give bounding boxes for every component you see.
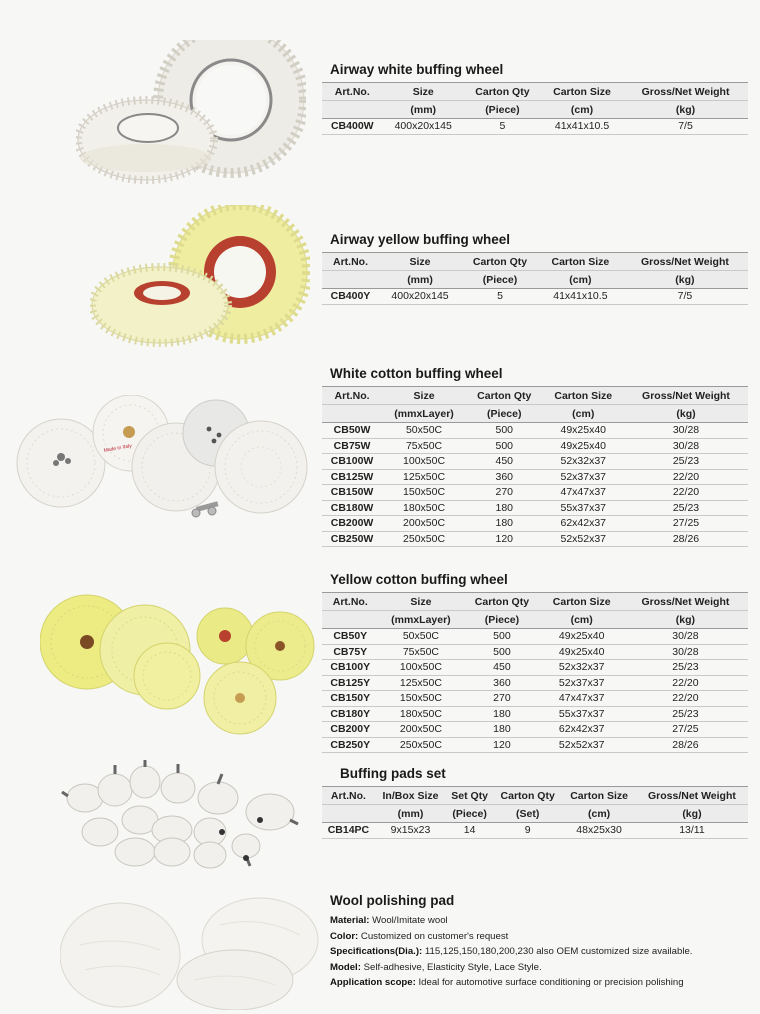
section-title: Wool polishing pad (330, 893, 455, 908)
column-header: Size (379, 253, 461, 271)
table-cell: 22/20 (624, 469, 748, 485)
table-cell: 500 (463, 629, 540, 645)
wool-spec-value: Customized on customer's request (358, 930, 509, 942)
column-header: Carton Size (541, 83, 623, 101)
column-unit: (cm) (539, 271, 622, 289)
table-cell: 49x25x40 (543, 438, 624, 454)
art-no-cell: CB75W (322, 438, 382, 454)
art-no-cell: CB14PC (322, 823, 375, 839)
table-cell: 52x32x37 (543, 454, 624, 470)
section-title: Buffing pads set (340, 766, 446, 781)
section-title: White cotton buffing wheel (330, 366, 503, 381)
table-cell: 100x50C (379, 660, 464, 676)
wool-spec-label: Model: (330, 961, 361, 973)
table-cell: 52x32x37 (541, 660, 623, 676)
column-header: Art.No. (322, 787, 375, 805)
table-cell: 180x50C (382, 500, 466, 516)
wool-spec-value: Wool/Imitate wool (369, 915, 448, 926)
column-unit: (cm) (541, 611, 623, 629)
table-cell: 52x52x37 (541, 737, 623, 753)
table-cell: 200x50C (382, 516, 466, 532)
table-cell: 180 (463, 722, 540, 738)
table-cell: 14 (446, 823, 493, 839)
table-cell: 13/11 (636, 823, 748, 839)
wool-spec-value: 115,125,150,180,200,230 also OEM customized size available. (422, 946, 693, 957)
table-cell: 55x37x37 (541, 706, 623, 722)
column-unit: (cm) (543, 405, 624, 423)
table-cell: 5 (464, 119, 541, 135)
column-header: Carton Size (543, 387, 624, 405)
table-cell: 270 (466, 485, 543, 501)
table-cell: 120 (466, 531, 543, 547)
table-cell: 180 (463, 706, 540, 722)
white-wheel-b-label: Made in Italy (103, 443, 133, 454)
table-cell: 49x25x40 (543, 423, 624, 439)
column-unit: (mmxLayer) (379, 611, 464, 629)
table-cell: 25/23 (623, 706, 748, 722)
table-cell: 450 (466, 454, 543, 470)
wool-spec-line (330, 975, 692, 991)
section-title: Airway white buffing wheel (330, 62, 504, 77)
art-no-cell: CB50W (322, 423, 382, 439)
wool-spec-line (330, 913, 692, 929)
table-cell: 28/26 (623, 737, 748, 753)
table-cell: 52x37x37 (543, 469, 624, 485)
column-header: Gross/Net Weight (624, 387, 748, 405)
table-cell: 450 (463, 660, 540, 676)
table-cell: 7/5 (622, 289, 748, 305)
section-title: Yellow cotton buffing wheel (330, 572, 508, 587)
column-unit: (mm) (383, 101, 464, 119)
table-cell: 7/5 (623, 119, 748, 135)
table-cell: 5 (461, 289, 539, 305)
column-unit: (Piece) (464, 101, 541, 119)
table-cell: 250x50C (382, 531, 466, 547)
column-header: Carton Qty (466, 387, 543, 405)
table-cell: 55x37x37 (543, 500, 624, 516)
column-header: Art.No. (322, 253, 379, 271)
column-header: Gross/Net Weight (622, 253, 748, 271)
table-cell: 41x41x10.5 (541, 119, 623, 135)
column-header: Art.No. (322, 83, 383, 101)
table-cell: 27/25 (623, 722, 748, 738)
table-cell: 28/26 (624, 531, 748, 547)
art-no-cell: CB150W (322, 485, 382, 501)
column-unit: (cm) (562, 805, 636, 823)
table-cell: 30/28 (624, 423, 748, 439)
column-header: Carton Qty (461, 253, 539, 271)
table-cell: 41x41x10.5 (539, 289, 622, 305)
art-no-cell: CB400Y (322, 289, 379, 305)
table-cell: 25/23 (624, 500, 748, 516)
table-cell: 30/28 (624, 438, 748, 454)
column-header: Gross/Net Weight (636, 787, 748, 805)
table-cell: 75x50C (382, 438, 466, 454)
column-unit: (mm) (375, 805, 446, 823)
column-unit: (Piece) (463, 611, 540, 629)
table-cell: 120 (463, 737, 540, 753)
table-cell: 500 (463, 644, 540, 660)
table-cell: 180 (466, 516, 543, 532)
table-cell: 62x42x37 (541, 722, 623, 738)
wool-pad-front (177, 950, 293, 1010)
table-cell: 500 (466, 438, 543, 454)
column-unit: (kg) (636, 805, 748, 823)
art-no-cell: CB180W (322, 500, 382, 516)
column-header: Carton Size (562, 787, 636, 805)
table-cell: 360 (466, 469, 543, 485)
column-unit: (kg) (622, 271, 748, 289)
column-header: Art.No. (322, 387, 382, 405)
table-cell: 100x50C (382, 454, 466, 470)
column-header: Carton Size (539, 253, 622, 271)
column-unit: (Set) (493, 805, 562, 823)
art-no-cell: CB100W (322, 454, 382, 470)
table-cell: 47x47x37 (543, 485, 624, 501)
art-no-cell: CB125W (322, 469, 382, 485)
column-header: Carton Qty (493, 787, 562, 805)
wool-spec-label: Application scope: (330, 977, 416, 988)
table-cell: 25/23 (623, 660, 748, 676)
table-cell: 500 (466, 423, 543, 439)
table-cell: 200x50C (379, 722, 464, 738)
column-header: Carton Qty (464, 83, 541, 101)
table-cell: 180x50C (379, 706, 464, 722)
column-header: Size (382, 387, 466, 405)
column-header: Gross/Net Weight (623, 593, 748, 611)
column-header: Size (379, 593, 464, 611)
art-no-cell: CB150Y (322, 691, 379, 707)
table-cell: 75x50C (379, 644, 464, 660)
table-cell: 22/20 (624, 485, 748, 501)
table-cell: 47x47x37 (541, 691, 623, 707)
table-cell: 25/23 (624, 454, 748, 470)
wool-spec-list (330, 913, 692, 991)
column-header: In/Box Size (375, 787, 446, 805)
table-cell: 400x20x145 (383, 119, 464, 135)
wool-spec-label: Material: (330, 915, 370, 926)
wool-spec-line (330, 944, 692, 960)
table-cell: 9 (493, 823, 562, 839)
table-cell: 62x42x37 (543, 516, 624, 532)
column-unit: (kg) (623, 611, 748, 629)
art-no-cell: CB180Y (322, 706, 379, 722)
table-cell: 22/20 (623, 691, 748, 707)
table-cell: 52x52x37 (543, 531, 624, 547)
table-cell: 125x50C (379, 675, 464, 691)
wool-spec-value: Ideal for automotive surface conditioning or precision polishing (415, 977, 684, 988)
column-header: Carton Size (541, 593, 623, 611)
art-no-cell: CB125Y (322, 675, 379, 691)
table-cell: 150x50C (382, 485, 466, 501)
column-unit: (kg) (624, 405, 748, 423)
wool-spec-line (330, 960, 692, 976)
column-unit: (kg) (623, 101, 748, 119)
table-cell: 180 (466, 500, 543, 516)
art-no-cell: CB200Y (322, 722, 379, 738)
wool-spec-line (330, 929, 692, 945)
art-no-cell: CB75Y (322, 644, 379, 660)
table-cell: 270 (463, 691, 540, 707)
art-no-cell: CB250W (322, 531, 382, 547)
wool-pad-large (60, 903, 180, 1007)
column-unit: (Piece) (466, 405, 543, 423)
art-no-cell: CB100Y (322, 660, 379, 676)
table-cell: 49x25x40 (541, 629, 623, 645)
table-cell: 30/28 (623, 644, 748, 660)
section-title: Airway yellow buffing wheel (330, 232, 511, 247)
column-unit: (Piece) (446, 805, 493, 823)
column-header: Carton Qty (463, 593, 540, 611)
table-cell: 50x50C (379, 629, 464, 645)
table-cell: 125x50C (382, 469, 466, 485)
art-no-cell: CB50Y (322, 629, 379, 645)
wool-pad-photo (60, 895, 320, 1010)
column-unit: (cm) (541, 101, 623, 119)
art-no-cell: CB250Y (322, 737, 379, 753)
table-cell: 250x50C (379, 737, 464, 753)
wool-spec-label: Specifications(Dia.): (330, 946, 423, 957)
table-cell: 400x20x145 (379, 289, 461, 305)
table-cell: 52x37x37 (541, 675, 623, 691)
art-no-cell: CB400W (322, 119, 383, 135)
column-header: Size (383, 83, 464, 101)
table-cell: 30/28 (623, 629, 748, 645)
table-cell: 27/25 (624, 516, 748, 532)
column-header: Set Qty (446, 787, 493, 805)
table-cell: 49x25x40 (541, 644, 623, 660)
column-unit: (Piece) (461, 271, 539, 289)
wool-spec-value: Self-adhesive, Elasticity Style, Lace Style. (360, 961, 542, 973)
table-cell: 150x50C (379, 691, 464, 707)
column-header: Gross/Net Weight (623, 83, 748, 101)
table-cell: 48x25x30 (562, 823, 636, 839)
table-cell: 360 (463, 675, 540, 691)
column-unit: (mmxLayer) (382, 405, 466, 423)
column-unit: (mm) (379, 271, 461, 289)
table-cell: 50x50C (382, 423, 466, 439)
table-cell: 22/20 (623, 675, 748, 691)
wool-spec-label: Color: (330, 930, 359, 942)
table-cell: 9x15x23 (375, 823, 446, 839)
art-no-cell: CB200W (322, 516, 382, 532)
column-header: Art.No. (322, 593, 379, 611)
